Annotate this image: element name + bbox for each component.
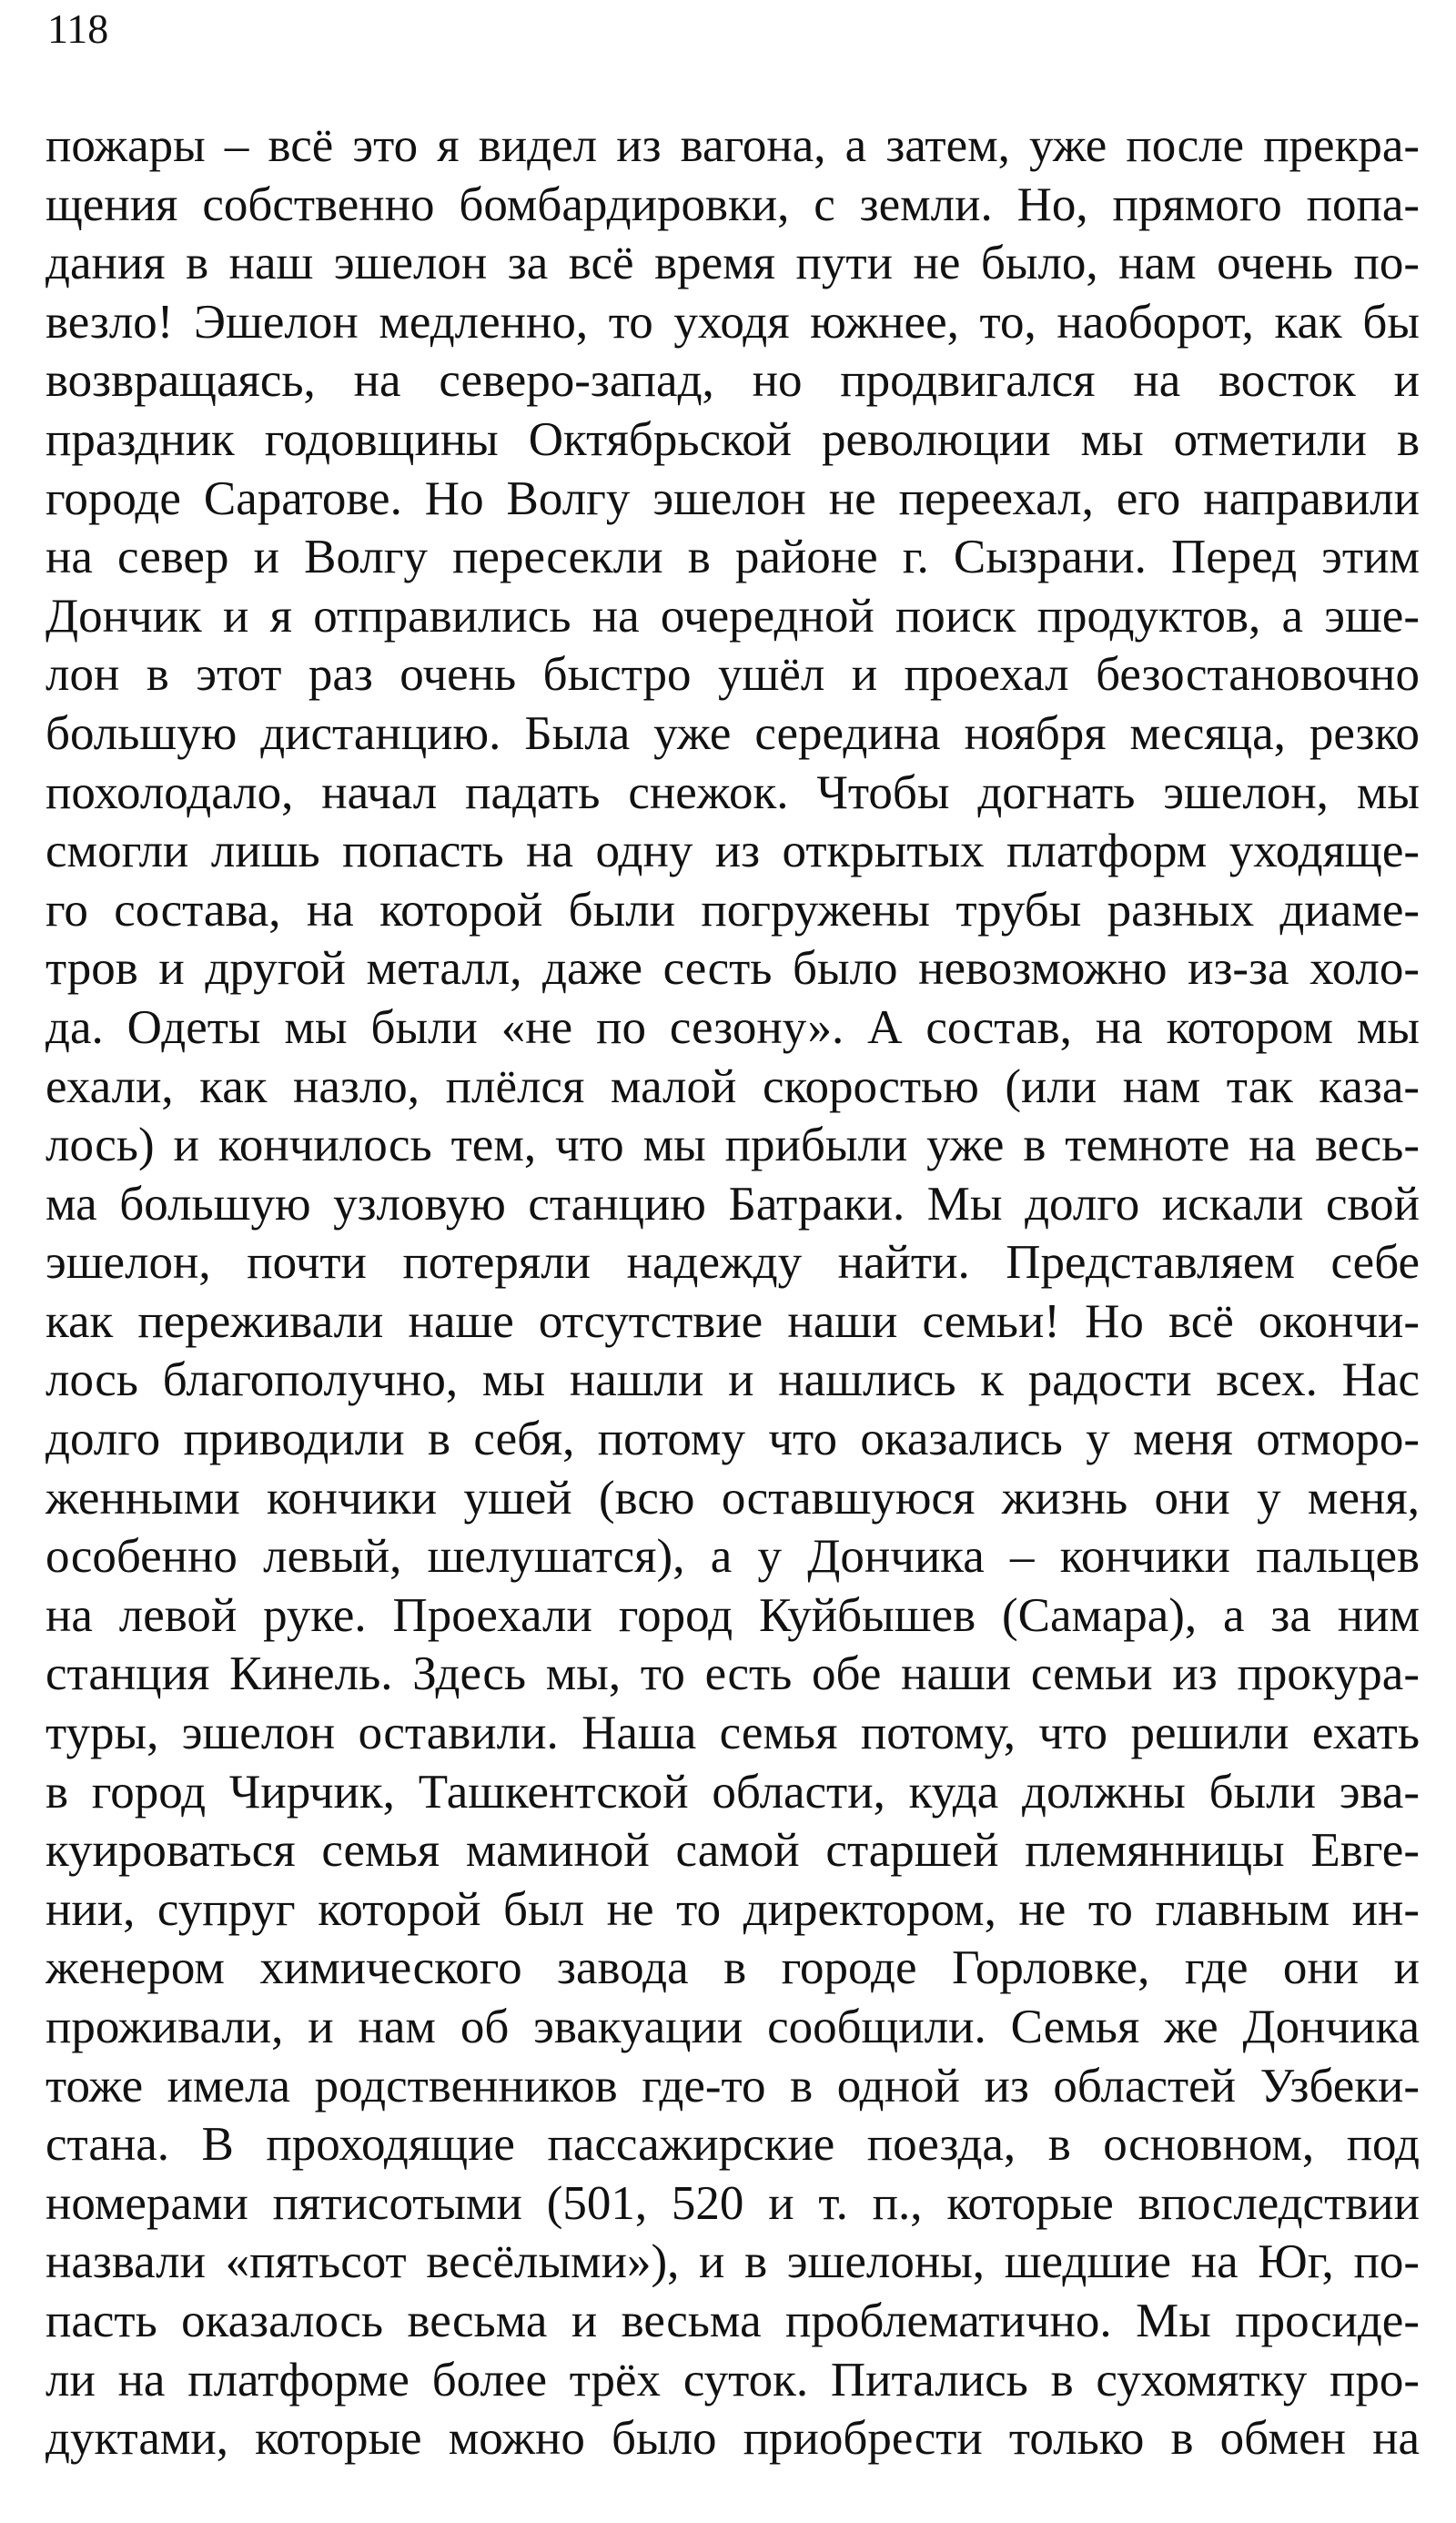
text-line: как переживали наше отсутствие наши семьи! Но всё окончи- [46, 1294, 1420, 1348]
text-line: городе Саратове. Но Волгу эшелон не переехал, его направили [46, 471, 1420, 525]
text-line: туры, эшелон оставили. Наша семья потому, что решили ехать [46, 1707, 1420, 1760]
text-line: похолодало, начал падать снежок. Чтобы догнать эшелон, мы [46, 765, 1420, 819]
text-line: номерами пятисотыми (501, 520 и т. п., которые впоследствии [46, 2176, 1420, 2230]
text-line: лон в этот раз очень быстро ушёл и проехал безостановочно [46, 648, 1420, 702]
text-line: щения собственно бомбардировки, с земли. Но, прямого попа- [46, 177, 1420, 231]
text-line: тров и другой металл, даже сесть было невозможно из-за холо- [46, 942, 1420, 996]
text-line: лось благополучно, мы нашли и нашлись к радости всех. Нас [46, 1353, 1420, 1407]
body-text [46, 117, 1420, 2468]
text-line: ма большую узловую станцию Батраки. Мы долго искали свой [46, 1177, 1420, 1231]
text-line: назвали «пятьсот весёлыми»), и в эшелоны, шедшие на Юг, по- [46, 2235, 1420, 2289]
text-line: да. Одеты мы были «не по сезону». А состав, на котором мы [46, 1000, 1420, 1054]
text-line: эшелон, почти потеряли надежду найти. Представляем себе [46, 1236, 1420, 1290]
text-line: на левой руке. Проехали город Куйбышев (Самара), а за ним [46, 1588, 1420, 1642]
page-number: 118 [47, 5, 109, 52]
text-line: дуктами, которые можно было приобрести только в обмен на [46, 2412, 1420, 2466]
text-line: женными кончики ушей (всю оставшуюся жизнь они у меня, [46, 1471, 1420, 1525]
text-line: дания в наш эшелон за всё время пути не было, нам очень по- [46, 237, 1420, 290]
text-line: женером химического завода в городе Горловке, где они и [46, 1941, 1420, 1995]
text-line: проживали, и нам об эвакуации сообщили. Семья же Дончика [46, 2001, 1420, 2053]
text-line: го состава, на которой были погружены трубы разных диаме- [46, 883, 1420, 937]
text-line: праздник годовщины Октябрьской революции мы отметили в [46, 412, 1420, 466]
text-line: пасть оказалось весьма и весьма проблематично. Мы просиде- [46, 2294, 1420, 2347]
text-line: станция Кинель. Здесь мы, то есть обе наши семьи из прокура- [46, 1647, 1420, 1701]
text-line: тоже имела родственников где-то в одной из областей Узбеки- [46, 2059, 1420, 2113]
text-line: долго приводили в себя, потому что оказались у меня отморо- [46, 1413, 1420, 1466]
text-line: Дончик и я отправились на очередной поиск продуктов, а эше- [46, 589, 1420, 643]
text-line: везло! Эшелон медленно, то уходя южнее, то, наоборот, как бы [46, 295, 1420, 349]
text-line: пожары – всё это я видел из вагона, а затем, уже после прекра- [46, 119, 1420, 172]
text-line: куироваться семья маминой самой старшей племянницы Евге- [46, 1824, 1420, 1878]
text-line: большую дистанцию. Была уже середина ноября месяца, резко [46, 706, 1420, 760]
text-line: в город Чирчик, Ташкентской области, куда должны были эва- [46, 1765, 1420, 1819]
text-line: лось) и кончилось тем, что мы прибыли уже в темноте на весь- [46, 1119, 1420, 1172]
text-line: ли на платформе более трёх суток. Питались в сухомятку про- [46, 2353, 1420, 2406]
text-line: на север и Волгу пересекли в районе г. Сызрани. Перед этим [46, 531, 1420, 584]
text-line: смогли лишь попасть на одну из открытых платформ уходяще- [46, 825, 1420, 878]
text-line: особенно левый, шелушатся), а у Дончика – кончики пальцев [46, 1530, 1420, 1584]
text-line: ехали, как назло, плёлся малой скоростью (или нам так каза- [46, 1059, 1420, 1113]
text-line: возвращаясь, на северо-запад, но продвигался на восток и [46, 354, 1420, 408]
text-line: стана. В проходящие пассажирские поезда, в основном, под [46, 2118, 1420, 2172]
text-line: нии, супруг которой был не то директором, не то главным ин- [46, 1882, 1420, 1936]
